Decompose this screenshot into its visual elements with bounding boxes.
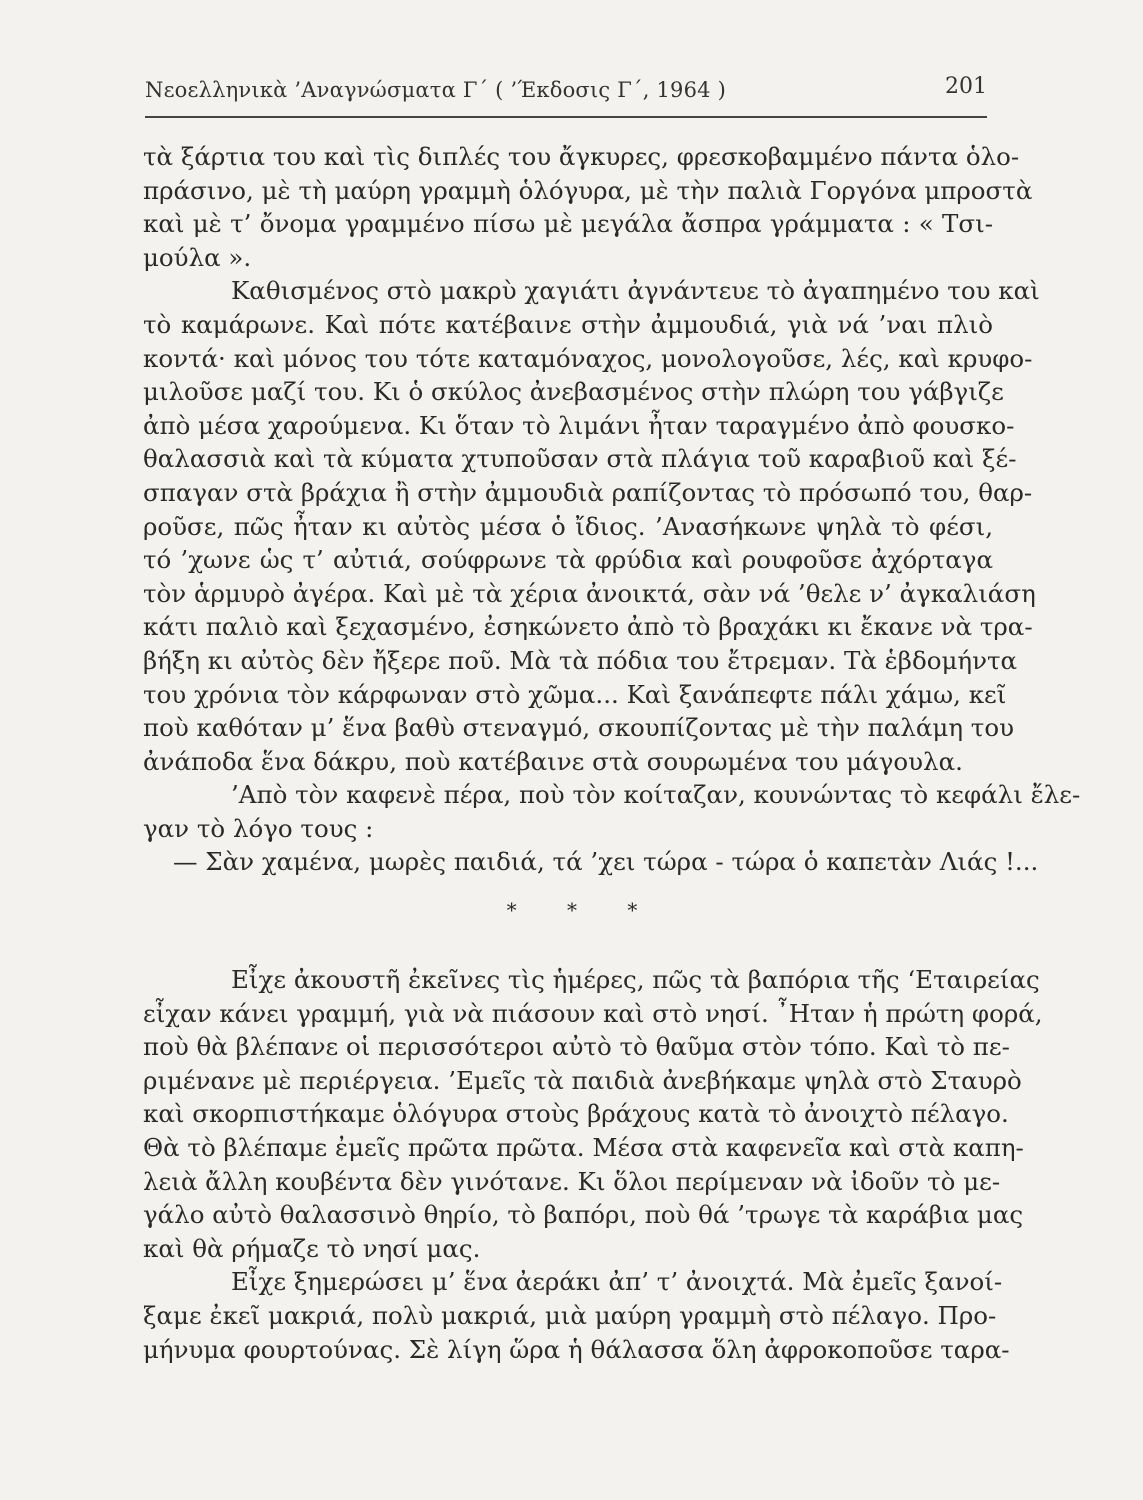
text-line: ροῦσε, πῶς ἦταν κι αὐτὸς μέσα ὁ ἴδιος. ’Ανασήκωνε ψηλὰ τὸ φέσι, [143, 511, 993, 541]
text-line: ἀνάποδα ἕνα δάκρυ, ποὺ κατέβαινε στὰ σουρωμένα του μάγουλα. [143, 746, 963, 776]
section-gap [143, 941, 993, 963]
text-line: βήξη κι αὐτὸς δὲν ἤξερε ποῦ. Μὰ τὰ πόδια του ἔτρεμαν. Τὰ ἑβδομήντα [143, 645, 1018, 675]
text-line: λειὰ ἄλλη κουβέντα δὲν γινότανε. Κι ὅλοι περίμεναν νὰ ἰδοῦν τὸ με- [143, 1166, 1001, 1196]
text-line: ποὺ θὰ βλέπανε οἱ περισσότεροι αὐτὸ τὸ θαῦμα στὸν τόπο. Καὶ τὸ πε- [143, 1032, 1010, 1062]
text-line: μήνυμα φουρτούνας. Σὲ λίγη ὥρα ἡ θάλασσα ὅλη ἀφροκοποῦσε ταρα- [143, 1334, 1010, 1364]
text-line: ριμένανε μὲ περιέργεια. ’Εμεῖς τὰ παιδιὰ ἀνεβήκαμε ψηλὰ στὸ Σταυρὸ [143, 1065, 1022, 1095]
text-line: σπαγαν στὰ βράχια ἢ στὴν ἀμμουδιὰ ραπίζοντας τὸ πρόσωπό του, θαρ- [143, 477, 1033, 507]
text-line: ξαμε ἐκεῖ μακριά, πολὺ μακριά, μιὰ μαύρη γραμμὴ στὸ πέλαγο. Προ- [143, 1301, 997, 1330]
text-line: κοντά· καὶ μόνος του τότε καταμόναχος, μονολογοῦσε, λές, καὶ κρυφο- [143, 343, 1033, 373]
text-line: μιλοῦσε μαζί του. Κι ὁ σκύλος ἀνεβασμένος στὴν πλώρη του γάβγιζε [143, 377, 1004, 407]
text-line: πράσινο, μὲ τὴ μαύρη γραμμὴ ὁλόγυρα, μὲ τὴν παλιὰ Γοργόνα μπροστὰ [143, 175, 1033, 205]
text-line: ἀπὸ μέσα χαρούμενα. Κι ὅταν τὸ λιμάνι ἦταν ταραγμένο ἀπὸ φουσκο- [143, 410, 1015, 440]
text-line: ποὺ καθόταν μ’ ἕνα βαθὺ στεναγμό, σκουπίζοντας μὲ τὴν παλάμη του [143, 713, 1014, 743]
text-line: Εἶχε ξημερώσει μ’ ἕνα ἀεράκι ἀπ’ τ’ ἀνοιχτά. Μὰ ἐμεῖς ξανοί- [231, 1267, 1003, 1297]
text-line: Καθισμένος στὸ μακρὺ χαγιάτι ἀγνάντευε τὸ ἀγαπημένο του καὶ [231, 276, 1040, 306]
dialog-line: — Σὰν χαμένα, μωρὲς παιδιά, τά ’χει τώρα - τώρα ὁ καπετὰν Λιάς !... [173, 847, 1039, 877]
text-line: τὸ καμάρωνε. Καὶ πότε κατέβαινε στὴν ἀμμουδιά, γιὰ νά ’ναι πλιὸ [143, 309, 993, 339]
text-line: καὶ μὲ τ’ ὄνομα γραμμένο πίσω μὲ μεγάλα ἄσπρα γράμματα : « Τσι- [143, 209, 993, 239]
text-line: καὶ σκορπιστήκαμε ὁλόγυρα στοὺς βράχους κατὰ τὸ ἀνοιχτὸ πέλαγο. [143, 1099, 1009, 1129]
text-line: τὸν ἁρμυρὸ ἀγέρα. Καὶ μὲ τὰ χέρια ἀνοικτά, σὰν νά ’θελε ν’ ἀγκαλιάση [143, 578, 1036, 608]
text-line: ’Απὸ τὸν καφενὲ πέρα, ποὺ τὸν κοίταζαν, κουνώντας τὸ κεφάλι ἔλε- [231, 780, 1081, 810]
text-line: Εἶχε ἀκουστῆ ἐκεῖνες τὶς ἡμέρες, πῶς τὰ βαπόρια τῆς ‘Εταιρείας [231, 965, 1040, 995]
text-line: Θὰ τὸ βλέπαμε ἐμεῖς πρῶτα πρῶτα. Μέσα στὰ καφενεῖα καὶ στὰ καπη- [143, 1133, 1024, 1163]
text-line: τό ’χωνε ὡς τ’ αὐτιά, σούφρωνε τὰ φρύδια καὶ ρουφοῦσε ἀχόρταγα [143, 545, 993, 575]
text-line: μούλα ». [143, 242, 252, 272]
book-title: Νεοελληνικὰ ’Αναγνώσματα Γ΄ ( ’Έκδοσις Γ΄, 1964 ) [145, 78, 726, 102]
page-body [143, 140, 1081, 1366]
header-rule [145, 116, 987, 118]
page-number: 201 [945, 74, 987, 99]
text-line: του χρόνια τὸν κάρφωναν στὸ χῶμα... Καὶ ξανάπεφτε πάλι χάμω, κεῖ [143, 679, 1007, 709]
text-line: γαν τὸ λόγο τους : [143, 813, 374, 843]
text-line: καὶ θὰ ρήμαζε τὸ νησί μας. [143, 1233, 481, 1263]
running-header [145, 74, 987, 110]
text-line: κάτι παλιὸ καὶ ξεχασμένο, ἐσηκώνετο ἀπὸ τὸ βραχάκι κι ἔκανε νὰ τρα- [143, 612, 1033, 642]
text-line: θαλασσιὰ καὶ τὰ κύματα χτυποῦσαν στὰ πλάγια τοῦ καραβιοῦ καὶ ξέ- [143, 444, 1017, 474]
text-line: εἶχαν κάνει γραμμή, γιὰ νὰ πιάσουν καὶ στὸ νησί. ῏Ηταν ἡ πρώτη φορά, [143, 998, 1043, 1028]
text-line: γάλο αὐτὸ θαλασσινὸ θηρίο, τὸ βαπόρι, ποὺ θά ’τρωγε τὰ καράβια μας [143, 1200, 1024, 1230]
section-separator: * * * [506, 898, 660, 923]
text-line: τὰ ξάρτια του καὶ τὶς διπλές του ἄγκυρες, φρεσκοβαμμένο πάντα ὁλο- [143, 142, 1020, 171]
